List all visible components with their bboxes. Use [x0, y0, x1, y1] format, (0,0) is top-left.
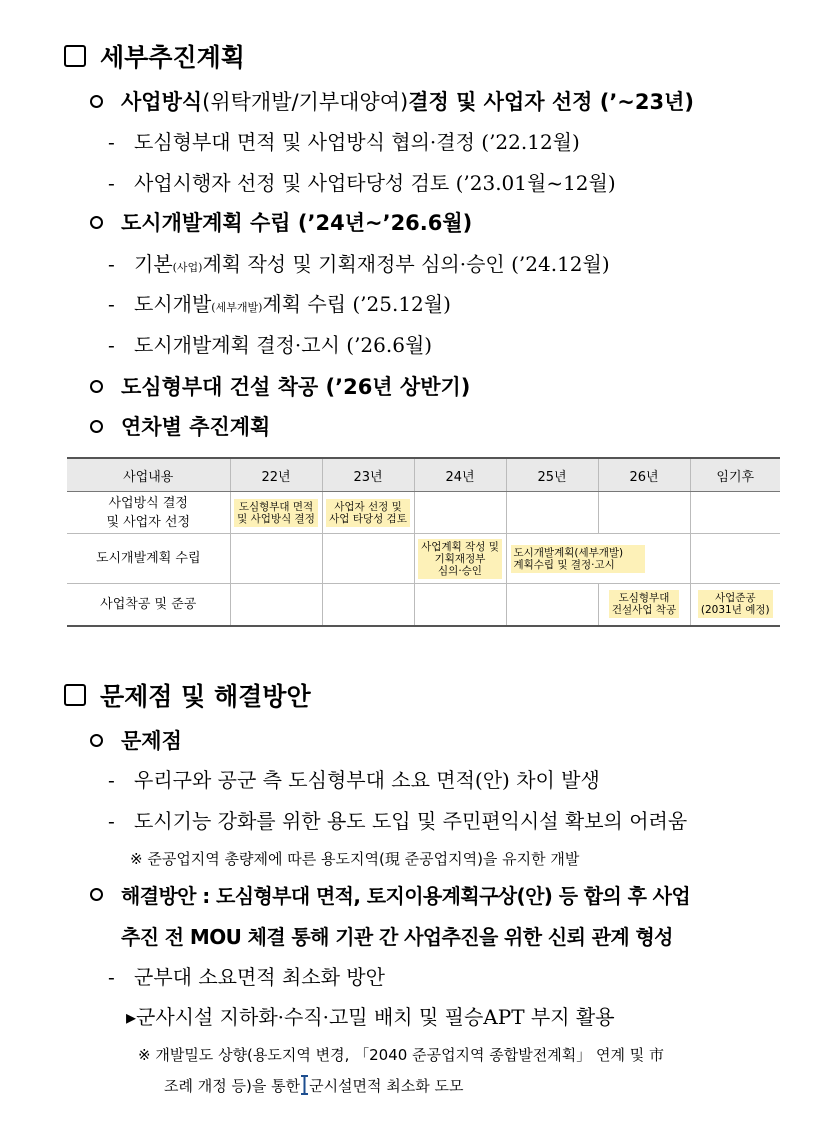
solution-arrow-item: ▸군사시설 지하화·수직·고밀 배치 및 필승APT 부지 활용: [126, 1005, 615, 1029]
column-header: 22년: [230, 458, 322, 492]
section-heading-plan: 세부추진계획: [64, 38, 245, 74]
solution-note: ※ 개발밀도 상향(용도지역 변경, 「2040 준공업지역 종합발전계획」 연계 및 市: [138, 1046, 665, 1064]
column-header: 24년: [414, 458, 506, 492]
circle-bullet-icon: [90, 734, 103, 747]
plan-sub-item: - 사업시행자 선정 및 사업타당성 검토 (’23.01월~12월): [108, 171, 616, 195]
plan-sub-item: - 기본(사업)계획 작성 및 기획재정부 심의·승인 (’24.12월): [108, 252, 610, 276]
solution-note-cont: 조례 개정 등)을 통한 군시설면적 최소화 도모: [164, 1077, 464, 1095]
plan-item-yearly: 연차별 추진계획: [90, 411, 270, 441]
checkbox-square-icon: [64, 684, 86, 706]
problem-note: ※ 준공업지역 총량제에 따른 용도지역(現 준공업지역)을 유지한 개발: [130, 850, 580, 868]
schedule-bar: 사업자 선정 및 사업 타당성 검토: [326, 499, 410, 527]
circle-bullet-icon: [90, 888, 103, 901]
schedule-bar: 도시개발계획(세부개발) 계획수립 및 결정·고시: [511, 545, 645, 573]
table-row: [67, 584, 780, 626]
column-header: 26년: [598, 458, 690, 492]
issue-problem-heading: 문제점: [90, 725, 182, 755]
yearly-schedule-table: [67, 457, 780, 627]
table-row: [67, 492, 780, 534]
text-cursor-icon: [300, 1075, 309, 1095]
row-label: 사업착공 및 준공: [67, 584, 230, 626]
column-header: 임기후: [690, 458, 780, 492]
problem-sub-item: - 우리구와 공군 측 도심형부대 소요 면적(안) 차이 발생: [108, 768, 600, 792]
column-header: 25년: [506, 458, 598, 492]
circle-bullet-icon: [90, 95, 103, 108]
plan-item-business-method: 사업방식 (위탁개발/기부대양여) 결정 및 사업자 선정 (’~23년): [90, 86, 694, 116]
row-label: 사업방식 결정 및 사업자 선정: [67, 492, 230, 534]
circle-bullet-icon: [90, 420, 103, 433]
plan-item-urban-dev: 도시개발계획 수립 (’24년~’26.6월): [90, 207, 472, 237]
section-heading-issues: 문제점 및 해결방안: [64, 677, 311, 713]
plan-item-construction: 도심형부대 건설 착공 (’26년 상반기): [90, 371, 470, 401]
problem-sub-item: - 도시기능 강화를 위한 용도 도입 및 주민편익시설 확보의 어려움: [108, 809, 688, 833]
circle-bullet-icon: [90, 380, 103, 393]
plan-sub-item: - 도시개발(세부개발)계획 수립 (’25.12월): [108, 292, 451, 316]
checkbox-square-icon: [64, 45, 86, 67]
schedule-bar: 도심형부대 면적 및 사업방식 결정: [234, 499, 318, 527]
schedule-bar: 사업계획 작성 및 기획재정부 심의·승인: [418, 539, 502, 579]
column-header: 사업내용: [67, 458, 230, 492]
schedule-bar: 사업준공 (2031년 예정): [698, 590, 773, 618]
row-label: 도시개발계획 수립: [67, 534, 230, 584]
plan-sub-item: - 도시개발계획 결정·고시 (’26.6월): [108, 333, 433, 357]
schedule-bar: 도심형부대 건설사업 착공: [609, 590, 679, 618]
solution-heading: 해결방안 : 도심형부대 면적, 토지이용계획구상(안) 등 합의 후 사업: [90, 880, 690, 909]
circle-bullet-icon: [90, 216, 103, 229]
plan-sub-item: - 도심형부대 면적 및 사업방식 협의·결정 (’22.12월): [108, 130, 580, 154]
table-header-row: [67, 458, 780, 492]
column-header: 23년: [322, 458, 414, 492]
table-row: [67, 534, 780, 584]
solution-sub-item: - 군부대 소요면적 최소화 방안: [108, 965, 385, 989]
solution-heading-cont: 추진 전 MOU 체결 통해 기관 간 사업추진을 위한 신뢰 관계 형성: [121, 925, 673, 949]
